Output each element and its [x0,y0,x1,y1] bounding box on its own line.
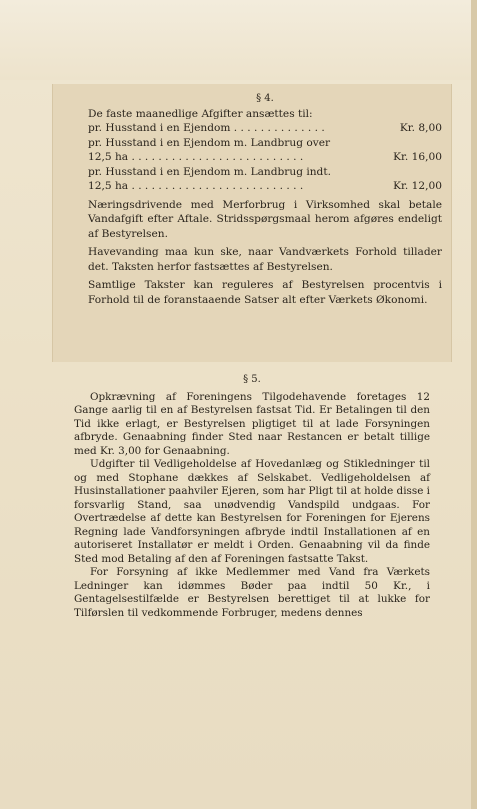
section-4-paragraph: Havevanding maa kun ske, naar Vandværkets Forhold tillader det. Taksten herfor fastsættes af Bestyrelsen. [88,246,442,273]
section-4-paragraph: Næringsdrivende med Merforbrug i Virksomhed skal betale Vandafgift efter Aftale. Stridsspørgsmaal herom afgøres endeligt af Bestyrelsen. [88,198,442,240]
rate-label-line1: pr. Husstand i en Ejendom m. Landbrug over [88,136,331,149]
section-5-paragraph: Opkrævning af Foreningens Tilgodehavende foretages 12 Gange aarlig til en af Bestyrelsen fastsat Tid. Er Betalingen til den Tid ikke erlagt, er Bestyrelsen pligtiget til at lade Forsyningen afbryde. Genaabning finder Sted naar Restancen er betalt tillige med Kr. 3,00 for Genaabning. [74,390,430,457]
upper-fold [0,0,477,80]
rate-label: 12,5 ha . . . . . . . . . . . . . . . . . . . . . . . . . . [88,151,304,163]
section-5 [74,373,430,620]
section-4-intro: De faste maanedlige Afgifter ansættes til: [88,107,313,120]
rate-row [88,121,442,136]
rate-label-line1: pr. Husstand i en Ejendom m. Landbrug indt. [88,165,331,178]
rate-row [88,179,442,194]
section-4-number: § 4. [256,93,274,104]
rate-label: 12,5 ha . . . . . . . . . . . . . . . . . . . . . . . . . . [88,180,304,192]
rate-row [88,150,442,165]
section-4-paragraph: Samtlige Takster kan reguleres af Bestyrelsen procentvis i Forhold til de foranstaaende Satser alt efter Værkets Økonomi. [88,279,442,306]
rate-amount: Kr. 8,00 [399,122,442,134]
rate-label: pr. Husstand i en Ejendom . . . . . . . . . . . . . . [88,122,325,134]
section-4 [88,92,442,307]
section-5-number: § 5. [243,374,261,385]
page-edge [471,0,477,809]
rate-amount: Kr. 16,00 [393,151,442,163]
section-5-paragraph: For Forsyning af ikke Medlemmer med Vand fra Værkets Ledninger kan idømmes Bøder paa indtil 50 Kr., i Gentagelsestilfælde er Bestyrelsen berettiget til at lukke for Tilførslen til vedkommende Forbruger, medens dennes [74,566,430,619]
rate-amount: Kr. 12,00 [393,180,442,192]
section-5-paragraph: Udgifter til Vedligeholdelse af Hovedanlæg og Stikledninger til og med Stophane dækkes af Selskabet. Vedligeholdelsen af Husinstallationer paahviler Ejeren, som har Pligt til at holde disse i forsvarlig Stand, saa unødvendig Vandspild undgaas. For Overtrædelse af dette kan Bestyrelsen for Foreningen for Ejerens Regning lade Vandforsyningen afbryde indtil Installationen af en autoriseret Installatør er meldt i Orden. Genaabning vil da finde Sted mod Betaling af den af Foreningen fastsatte Takst. [74,458,430,565]
